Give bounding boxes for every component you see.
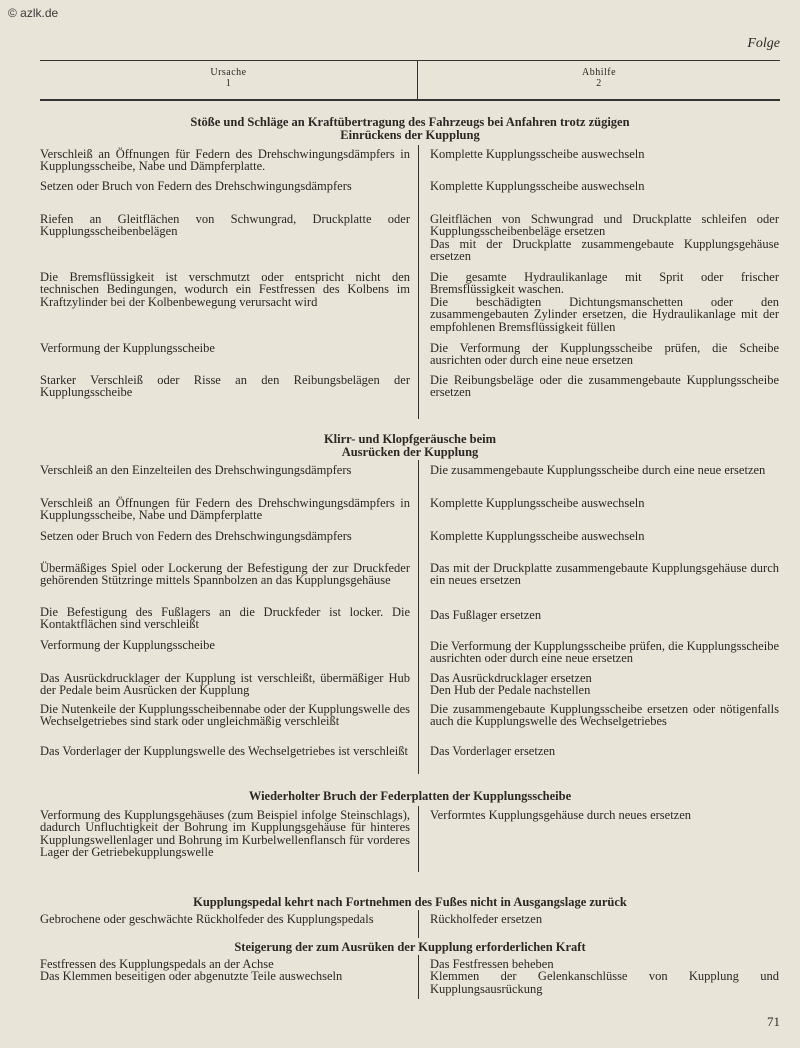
cause-cell: Verschleiß an Öffnungen für Federn des Drehschwingungsdämpfers in Kupplungsscheibe, Nabe und Dämpferplatte.	[40, 147, 410, 174]
remedy-cell: Das mit der Druckplatte zusammengebaute Kupplungsgehäuse durch ein neues ersetzen	[430, 561, 779, 588]
cause-cell: Starker Verschleiß oder Risse an den Reibungsbelägen der Kupplungsscheibe	[40, 373, 410, 400]
cause-cell: Verschleiß an den Einzelteilen des Drehschwingungsdämpfers	[40, 463, 352, 477]
cause-header-label: Ursache	[210, 67, 247, 78]
cause-cell: Verformung der Kupplungsscheibe	[40, 341, 215, 355]
remedy-cell: Die Reibungsbeläge oder die zusammengebaute Kupplungsscheibe ersetzen	[430, 373, 779, 400]
cause-column-header	[40, 67, 417, 89]
section-title	[40, 433, 780, 459]
cause-cell: Übermäßiges Spiel oder Lockerung der Befestigung der zur Druckfeder gehörenden Stützringe mittels Spannbolzen an das Kupplungsgehäuse	[40, 561, 410, 588]
running-head: Folge	[747, 36, 780, 51]
table-header	[40, 61, 780, 101]
column-divider	[418, 955, 419, 999]
watermark: © azlk.de	[8, 6, 59, 20]
cause-cell: Die Befestigung des Fußlagers an die Druckfeder ist locker. Die Kontaktflächen sind verschleißt	[40, 605, 410, 632]
remedy-cell: Die zusammengebaute Kupplungsscheibe durch eine neue ersetzen	[430, 463, 766, 477]
remedy-cell: Gleitflächen von Schwungrad und Druckplatte schleifen oder Kupplungsscheibenbeläge ersetzen Das mit der Druckplatte zusammengebaute Kupplungsgehäuse ersetzen	[430, 212, 779, 264]
section-title	[40, 116, 780, 142]
remedy-header-label: Abhilfe	[581, 67, 617, 78]
section-title-line: Einrückens der Kupplung	[340, 128, 480, 142]
cause-cell: Das Vorderlager der Kupplungswelle des Wechselgetriebes ist verschleißt	[40, 744, 408, 758]
section-title-line: Steigerung der zum Ausrüken der Kupplung erforderlichen Kraft	[234, 940, 586, 954]
column-divider	[418, 460, 419, 774]
section-title	[40, 790, 780, 803]
cause-cell: Verformung der Kupplungsscheibe	[40, 638, 215, 652]
remedy-cell: Die zusammengebaute Kupplungsscheibe ersetzen oder nötigenfalls auch die Kupplungswelle des Wechselgetriebes	[430, 702, 779, 729]
cause-cell: Riefen an Gleitflächen von Schwungrad, Druckplatte oder Kupplungsscheibenbelägen	[40, 212, 410, 239]
remedy-column-header	[418, 67, 780, 89]
cause-cell: Verformung des Kupplungsgehäuses (zum Beispiel infolge Steinschlags), dadurch Unfluchtigkeit der Bohrung im Kupplungsgehäuse für hinteres Kupplungswellenlager und Bohrung im Kurbelwellenflansch für vorderes Lager der Getriebekupplungswelle	[40, 808, 410, 860]
cause-cell: Gebrochene oder geschwächte Rückholfeder des Kupplungspedals	[40, 912, 374, 926]
remedy-cell: Komplette Kupplungsscheibe auswechseln	[430, 529, 645, 543]
remedy-cell: Komplette Kupplungsscheibe auswechseln	[430, 496, 645, 510]
remedy-cell: Das Festfressen beheben Klemmen der Gelenkanschlüsse von Kupplung und Kupplungsausrückung	[430, 957, 779, 996]
cause-cell: Die Bremsflüssigkeit ist verschmutzt oder entspricht nicht den technischen Bedingungen, wodurch ein Festfressen des Kolbens im Kraftzylinder bei der Kolbenbewegung verursacht wird	[40, 270, 410, 309]
remedy-cell: Rückholfeder ersetzen	[430, 912, 543, 926]
remedy-cell: Die gesamte Hydraulikanlage mit Sprit oder frischer Bremsflüssigkeit waschen. Die beschädigten Dichtungsmanschetten oder den zusammengebauten Zylinder ersetzen, die Hydraulikanlage mit der empfohlenen Bremsflüssigkeit füllen	[430, 270, 779, 334]
remedy-cell: Verformtes Kupplungsgehäuse durch neues ersetzen	[430, 808, 692, 822]
column-divider	[418, 806, 419, 872]
section-title	[40, 896, 780, 909]
section-title-line: Stöße und Schläge an Kraftübertragung des Fahrzeugs bei Anfahren trotz zügigen	[190, 115, 630, 129]
section-title-line: Klirr- und Klopfgeräusche beim	[323, 432, 497, 446]
page-number: 71	[767, 1014, 780, 1029]
section-title-line: Wiederholter Bruch der Federplatten der Kupplungsscheibe	[248, 789, 572, 803]
section-title-line: Kupplungspedal kehrt nach Fortnehmen des Fußes nicht in Ausgangslage zurück	[193, 895, 627, 909]
section-title-line: Ausrücken der Kupplung	[341, 445, 479, 459]
remedy-cell: Die Verformung der Kupplungsscheibe prüfen, die Kupplungsscheibe ausrichten oder durch eine neue ersetzen	[430, 639, 779, 666]
cause-cell: Verschleiß an Öffnungen für Federn des Drehschwingungsdämpfers in Kupplungsscheibe, Nabe und Dämpferplatte	[40, 496, 410, 523]
cause-header-number: 1	[225, 78, 232, 89]
remedy-cell: Das Vorderlager ersetzen	[430, 744, 556, 758]
column-divider	[418, 145, 419, 419]
remedy-cell: Die Verformung der Kupplungsscheibe prüfen, die Scheibe ausrichten oder durch eine neue ersetzen	[430, 341, 779, 368]
cause-cell: Festfressen des Kupplungspedals an der Achse Das Klemmen beseitigen oder abgenutzte Teile auswechseln	[40, 957, 343, 984]
cause-cell: Das Ausrückdrucklager der Kupplung ist verschleißt, übermäßiger Hub der Pedale beim Ausrücken der Kupplung	[40, 671, 410, 698]
remedy-cell: Das Ausrückdrucklager ersetzen Den Hub der Pedale nachstellen	[430, 671, 592, 698]
cause-cell: Setzen oder Bruch von Federn des Drehschwingungsdämpfers	[40, 179, 352, 193]
remedy-cell: Komplette Kupplungsscheibe auswechseln	[430, 179, 645, 193]
cause-cell: Die Nutenkeile der Kupplungsscheibennabe oder der Kupplungswelle des Wechselgetriebes sind stark oder ungleichmäßig verschleißt	[40, 702, 410, 729]
section-title	[40, 941, 780, 954]
remedy-cell: Komplette Kupplungsscheibe auswechseln	[430, 147, 645, 161]
column-divider	[418, 910, 419, 938]
remedy-header-number: 2	[596, 78, 602, 89]
cause-cell: Setzen oder Bruch von Federn des Drehschwingungsdämpfers	[40, 529, 352, 543]
remedy-cell: Das Fußlager ersetzen	[430, 608, 542, 622]
